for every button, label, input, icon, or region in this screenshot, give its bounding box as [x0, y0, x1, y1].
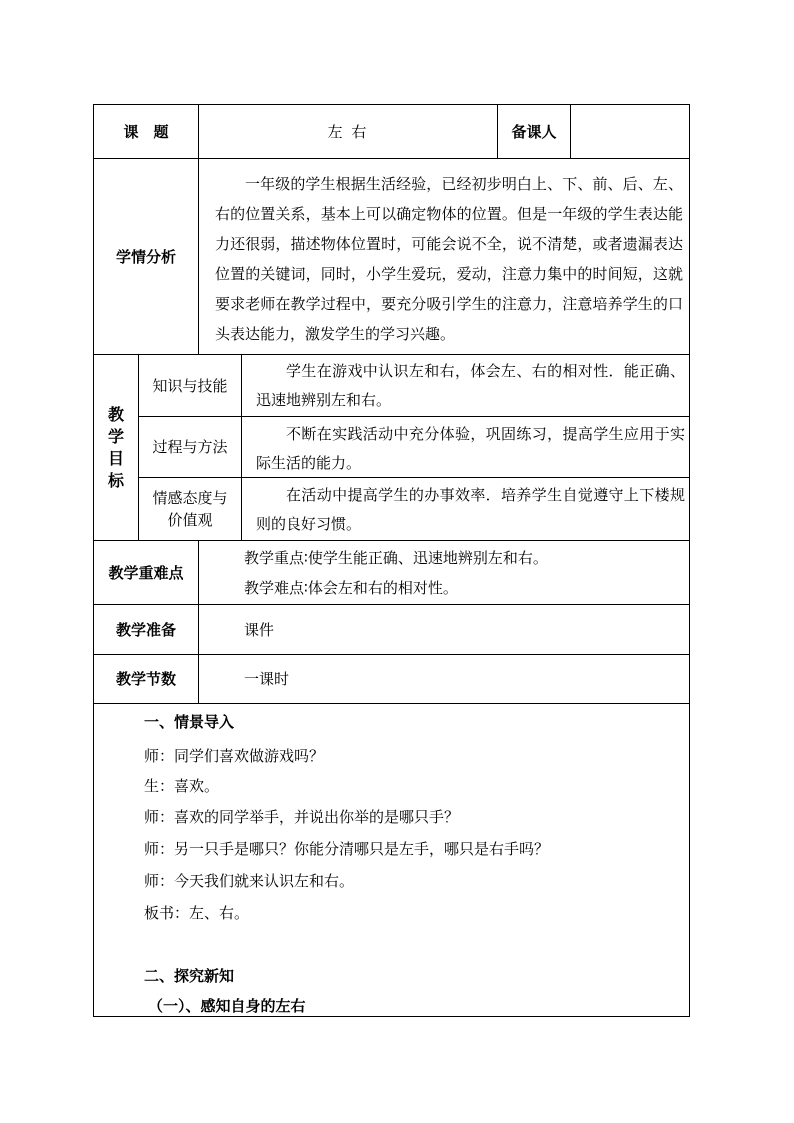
section-title: 一、情景导入 — [144, 713, 235, 731]
section-title: 二、探究新知 — [144, 967, 235, 985]
periods-label: 教学节数 — [94, 655, 199, 704]
difficult-point-text: 教学难点∶体会左和右的相对性。 — [244, 579, 458, 597]
objectives-label — [94, 355, 139, 541]
objective-emotion-label-line: 情感态度与 — [152, 489, 228, 507]
teaching-process — [94, 704, 689, 1016]
objectives-label-char: 教 — [107, 404, 124, 424]
analysis-text: 一年级的学生根据生活经验，已经初步明白上、下、前、后、左、右的位置关系，基本上可以确定物体的位置。但是一年级的学生表达能力还很弱，描述物体位置时，可能会说不全，说不清楚，或者遗漏表达位置的关键词，同时，小学生爱玩，爱动，注意力集中的时间短，这就要求老师在教学过程中，要充分吸引学生的注意力，注意培养学生的口头表达能力，激发学生的学习兴趣。 — [199, 159, 689, 355]
preparer-value — [571, 105, 689, 159]
objectives-label-char: 学 — [107, 426, 124, 446]
objective-emotion-label-line: 价值观 — [167, 511, 213, 529]
analysis-label: 学情分析 — [94, 159, 199, 355]
dialog-line: 师：喜欢的同学举手，并说出你举的是哪只手？ — [144, 808, 460, 826]
dialog-line: 板书：左、右。 — [144, 904, 250, 922]
dialog-line: 师：今天我们就来认识左和右。 — [144, 872, 355, 890]
preparation-label: 教学准备 — [94, 605, 199, 655]
preparation-value: 课件 — [199, 605, 689, 655]
objective-knowledge-text: 学生在游戏中认识左和右，体会左、右的相对性．能正确、迅速地辨别左和右。 — [242, 355, 689, 417]
subsection-title: （一）、感知自身的左右 — [148, 997, 306, 1015]
subject-value: 左 右 — [199, 105, 498, 159]
objective-process-label: 过程与方法 — [139, 417, 242, 478]
objective-knowledge-label: 知识与技能 — [139, 355, 242, 417]
objectives-label-char: 标 — [107, 470, 124, 490]
periods-value: 一课时 — [199, 655, 689, 704]
objective-emotion-text: 在活动中提高学生的办事效率．培养学生自觉遵守上下楼规则的良好习惯。 — [242, 478, 689, 541]
objective-process-text: 不断在实践活动中充分体验，巩固练习，提高学生应用于实际生活的能力。 — [242, 417, 689, 478]
objectives-label-char: 目 — [107, 448, 124, 468]
key-points-label: 教学重难点 — [94, 541, 199, 605]
preparer-label: 备课人 — [498, 105, 571, 159]
lesson-plan-table — [93, 104, 690, 1017]
key-point-text: 教学重点∶使学生能正确、迅速地辨别左和右。 — [244, 549, 548, 567]
dialog-line: 师：另一只手是哪只？你能分清哪只是左手，哪只是右手吗？ — [144, 840, 550, 858]
dialog-line: 师：同学们喜欢做游戏吗？ — [144, 747, 325, 765]
subject-label: 课 题 — [94, 105, 199, 159]
dialog-line: 生：喜欢。 — [144, 777, 220, 795]
objective-emotion-label — [139, 478, 242, 541]
key-points-content — [199, 541, 689, 605]
